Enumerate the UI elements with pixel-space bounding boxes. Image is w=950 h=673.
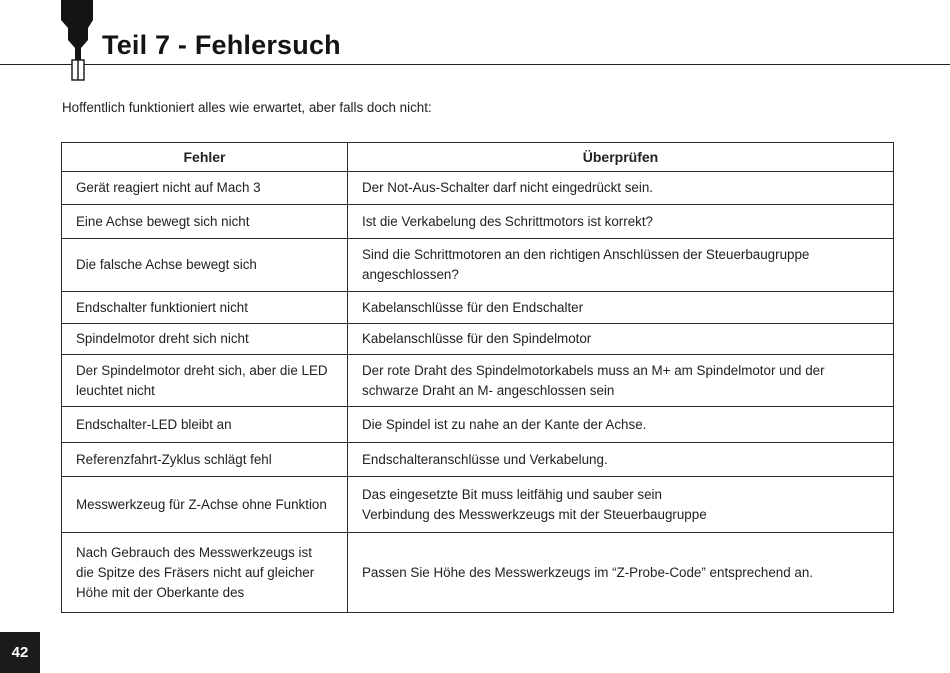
problem-cell: Endschalter funktioniert nicht: [62, 292, 348, 324]
problem-cell: Die falsche Achse bewegt sich: [62, 239, 348, 292]
header-rule: [0, 64, 950, 65]
header-fehler: Fehler: [62, 143, 348, 172]
table-row: [62, 355, 894, 407]
check-cell: Das eingesetzte Bit muss leitfähig und sauber sein Verbindung des Messwerkzeugs mit der Steuerbaugruppe: [348, 477, 894, 533]
check-cell: Der Not-Aus-Schalter darf nicht eingedrückt sein.: [348, 172, 894, 205]
check-cell: Passen Sie Höhe des Messwerkzeugs im “Z-Probe-Code” entsprechend an.: [348, 533, 894, 613]
check-cell: Kabelanschlüsse für den Spindelmotor: [348, 324, 894, 355]
page-title: Teil 7 - Fehlersuch: [102, 30, 341, 60]
troubleshooting-table: [61, 142, 894, 613]
check-cell: Endschalteranschlüsse und Verkabelung.: [348, 443, 894, 477]
table-row: [62, 533, 894, 613]
table-header-row: [62, 143, 894, 172]
table-row: [62, 443, 894, 477]
check-cell: Kabelanschlüsse für den Endschalter: [348, 292, 894, 324]
page-number: 42: [0, 632, 40, 673]
check-cell: Sind die Schrittmotoren an den richtigen Anschlüssen der Steuerbaugruppe angeschlossen?: [348, 239, 894, 292]
check-cell: Der rote Draht des Spindelmotorkabels muss an M+ am Spindelmotor und der schwarze Draht an M- angeschlossen sein: [348, 355, 894, 407]
router-bit-icon: [58, 0, 98, 84]
problem-cell: Referenzfahrt-Zyklus schlägt fehl: [62, 443, 348, 477]
problem-cell: Eine Achse bewegt sich nicht: [62, 205, 348, 239]
intro-text: Hoffentlich funktioniert alles wie erwartet, aber falls doch nicht:: [62, 100, 432, 115]
table-row: [62, 239, 894, 292]
header-ueberpruefen: Überprüfen: [348, 143, 894, 172]
problem-cell: Gerät reagiert nicht auf Mach 3: [62, 172, 348, 205]
problem-cell: Der Spindelmotor dreht sich, aber die LED leuchtet nicht: [62, 355, 348, 407]
table-row: [62, 324, 894, 355]
problem-cell: Messwerkzeug für Z-Achse ohne Funktion: [62, 477, 348, 533]
check-cell: Ist die Verkabelung des Schrittmotors ist korrekt?: [348, 205, 894, 239]
table-row: [62, 205, 894, 239]
table-row: [62, 477, 894, 533]
problem-cell: Spindelmotor dreht sich nicht: [62, 324, 348, 355]
table-row: [62, 407, 894, 443]
problem-cell: Nach Gebrauch des Messwerkzeugs ist die Spitze des Fräsers nicht auf gleicher Höhe mit der Oberkante des: [62, 533, 348, 613]
check-cell: Die Spindel ist zu nahe an der Kante der Achse.: [348, 407, 894, 443]
table-row: [62, 172, 894, 205]
table-row: [62, 292, 894, 324]
problem-cell: Endschalter-LED bleibt an: [62, 407, 348, 443]
